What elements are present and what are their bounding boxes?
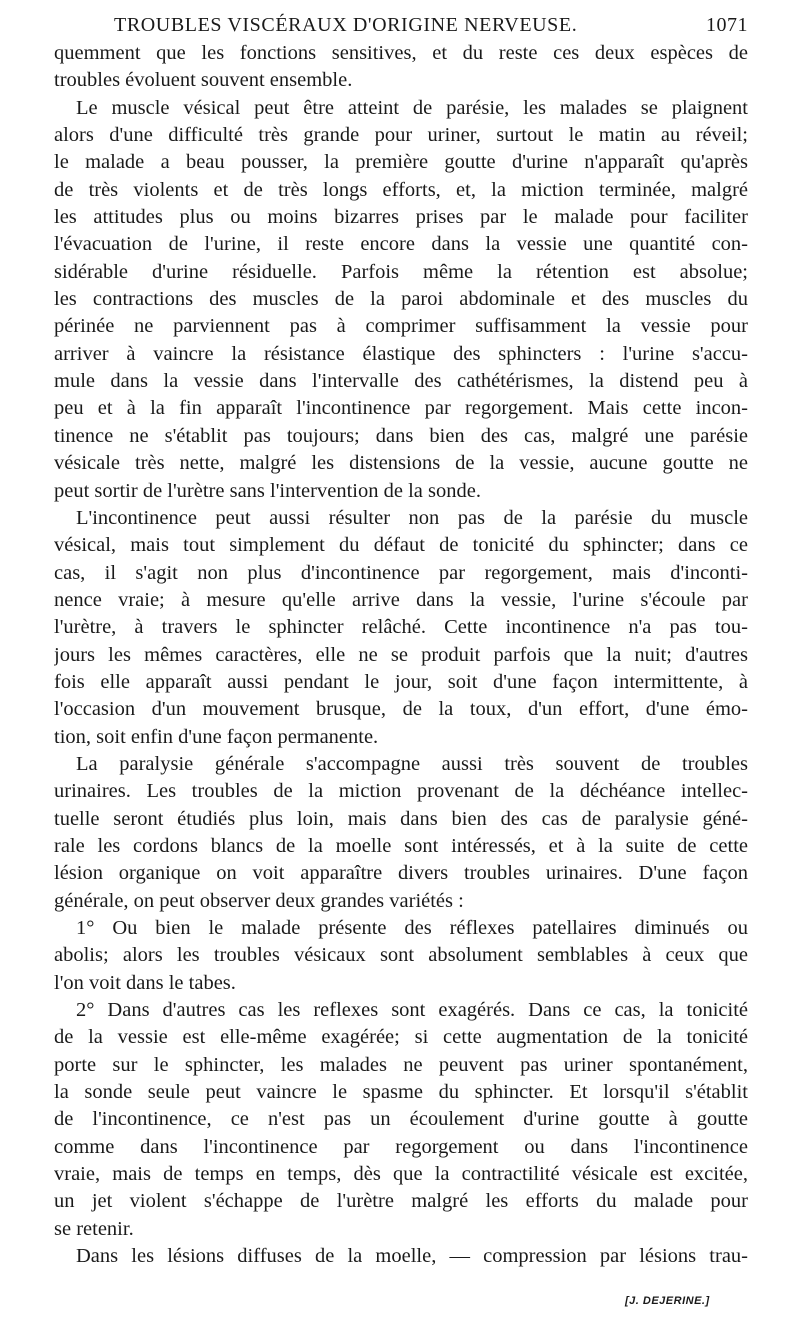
text-line: l'évacuation de l'urine, il reste encore dans la vessie une quantité con-: [54, 233, 748, 256]
text-line: peut sortir de l'urètre sans l'intervention de la sonde.: [54, 479, 481, 502]
text-line: jours les mêmes caractères, elle ne se produit parfois que la nuit; d'autres: [54, 643, 748, 666]
text-line: tinence ne s'établit pas toujours; dans bien des cas, malgré une parésie: [54, 424, 748, 447]
body-text: [54, 40, 748, 1270]
text-line: rale les cordons blancs de la moelle sont intéressés, et à la suite de cette: [54, 834, 748, 857]
text-line: arriver à vaincre la résistance élastique des sphincters : l'urine s'accu-: [54, 342, 748, 365]
text-line: l'urètre, à travers le sphincter relâché. Cette incontinence n'a pas tou-: [54, 616, 748, 639]
text-line: cas, il s'agit non plus d'incontinence par regorgement, mais d'inconti-: [54, 561, 748, 584]
text-line: les attitudes plus ou moins bizarres prises par le malade pour faciliter: [54, 206, 748, 229]
text-line: comme dans l'incontinence par regorgement ou dans l'incontinence: [54, 1135, 748, 1158]
text-line: vésical, mais tout simplement du défaut de tonicité du sphincter; dans ce: [54, 534, 748, 557]
text-line: L'incontinence peut aussi résulter non pas de la parésie du muscle: [76, 506, 748, 529]
text-line: les contractions des muscles de la paroi abdominale et des muscles du: [54, 288, 748, 311]
text-line: mule dans la vessie dans l'intervalle des cathétérismes, la distend peu à: [54, 370, 748, 393]
text-line: tion, soit enfin d'une façon permanente.: [54, 725, 379, 748]
text-line: la sonde seule peut vaincre le spasme du sphincter. Et lorsqu'il s'établit: [54, 1081, 748, 1104]
text-line: le malade a beau pousser, la première goutte d'urine n'apparaît qu'après: [54, 151, 748, 174]
author-signature: [J. DEJERINE.]: [625, 1295, 710, 1307]
text-line: alors d'une difficulté très grande pour uriner, surtout le matin au réveil;: [54, 124, 748, 147]
text-line: fois elle apparaît aussi pendant le jour, soit d'une façon intermittente, à: [54, 670, 748, 693]
text-line: de l'incontinence, ce n'est pas un écoulement d'urine goutte à goutte: [54, 1108, 748, 1131]
text-line: générale, on peut observer deux grandes variétés :: [54, 889, 464, 912]
text-line: Dans les lésions diffuses de la moelle, — compression par lésions trau-: [76, 1245, 748, 1268]
text-line: troubles évoluent souvent ensemble.: [54, 69, 353, 92]
text-line: abolis; alors les troubles vésicaux sont absolument semblables à ceux que: [54, 944, 748, 967]
running-title: TROUBLES VISCÉRAUX D'ORIGINE NERVEUSE.: [114, 14, 578, 36]
text-line: de très violents et de très longs efforts, et, la miction terminée, malgré: [54, 178, 748, 201]
page-number: 1071: [706, 14, 748, 36]
text-line: lésion organique on voit apparaître divers troubles urinaires. D'une façon: [54, 862, 748, 885]
text-line: l'occasion d'un mouvement brusque, de la toux, d'un effort, d'une émo-: [54, 698, 748, 721]
text-line: sidérable d'urine résiduelle. Parfois même la rétention est absolue;: [54, 260, 748, 283]
running-head: [54, 12, 748, 42]
text-line: Le muscle vésical peut être atteint de parésie, les malades se plaignent: [76, 96, 748, 119]
text-line: urinaires. Les troubles de la miction provenant de la déchéance intellec-: [54, 780, 748, 803]
text-line: l'on voit dans le tabes.: [54, 971, 236, 994]
text-line: nence vraie; à mesure qu'elle arrive dans la vessie, l'urine s'écoule par: [54, 588, 748, 611]
text-line: 2° Dans d'autres cas les reflexes sont exagérés. Dans ce cas, la tonicité: [76, 999, 748, 1022]
text-line: porte sur le sphincter, les malades ne peuvent pas uriner spontanément,: [54, 1053, 748, 1076]
text-line: vésicale très nette, malgré les distensions de la vessie, aucune goutte ne: [54, 452, 748, 475]
text-line: de la vessie est elle-même exagérée; si cette augmentation de la tonicité: [54, 1026, 748, 1049]
text-line: La paralysie générale s'accompagne aussi très souvent de troubles: [76, 752, 748, 775]
text-line: se retenir.: [54, 1217, 134, 1240]
text-line: peu et à la fin apparaît l'incontinence par regorgement. Mais cette incon-: [54, 397, 748, 420]
text-line: périnée ne parviennent pas à comprimer suffisamment la vessie pour: [54, 315, 748, 338]
text-line: vraie, mais de temps en temps, dès que la contractilité vésicale est excitée,: [54, 1163, 748, 1186]
text-line: tuelle seront étudiés plus loin, mais dans bien des cas de paralysie géné-: [54, 807, 748, 830]
text-line: quemment que les fonctions sensitives, et du reste ces deux espèces de: [54, 42, 748, 64]
text-line: 1° Ou bien le malade présente des réflexes patellaires diminués ou: [76, 917, 748, 939]
text-line: un jet violent s'échappe de l'urètre malgré les efforts du malade pour: [54, 1190, 748, 1213]
